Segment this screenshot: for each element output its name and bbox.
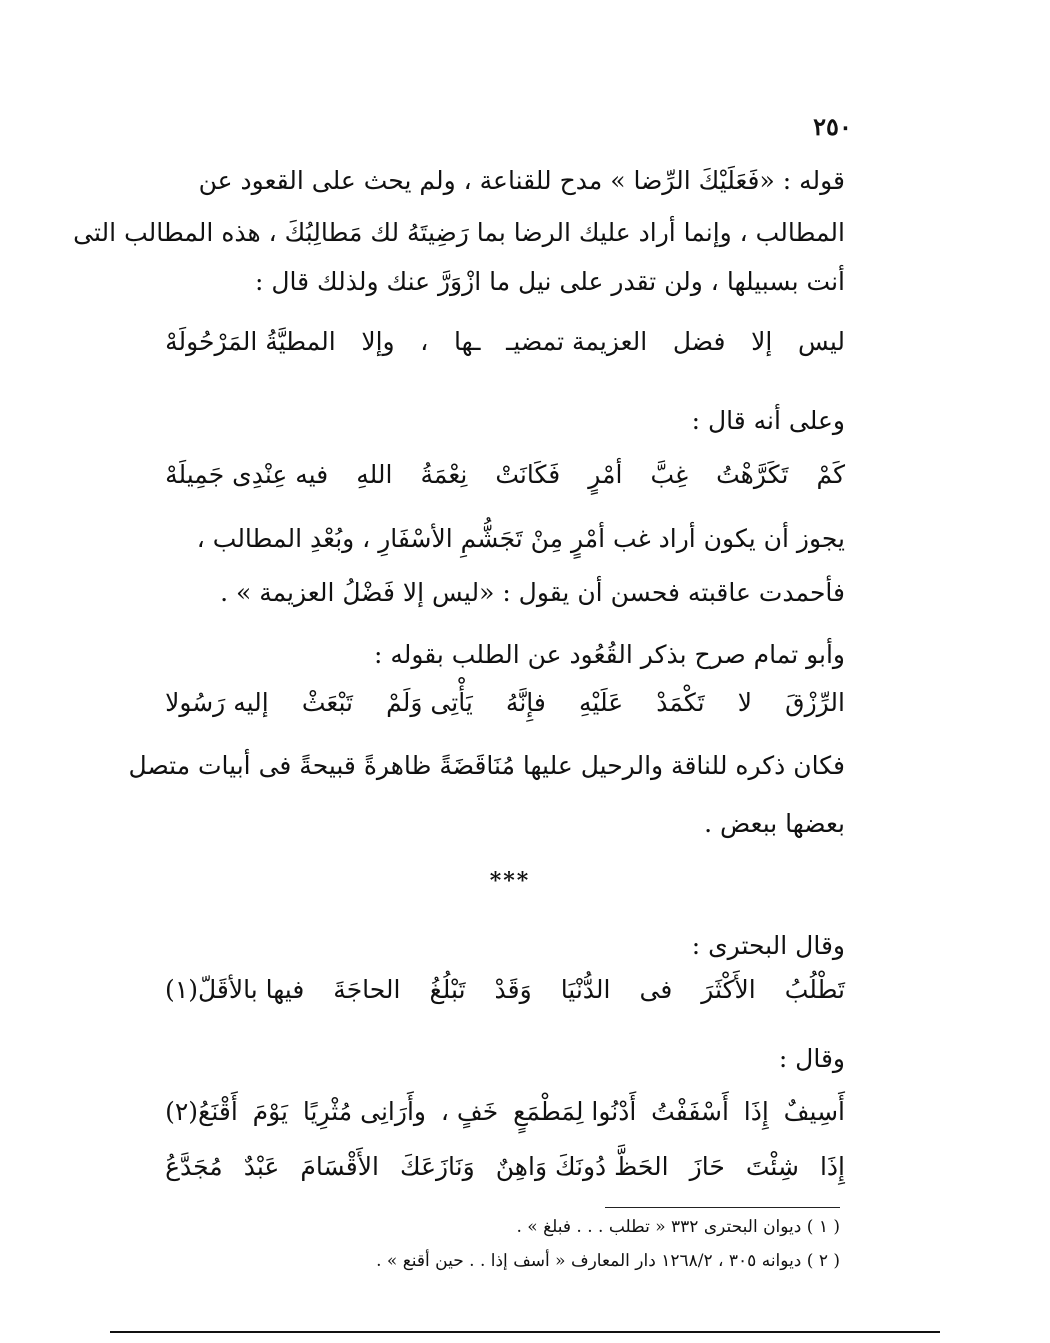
verse6 xyxy=(165,1147,845,1187)
verse4-w2: الأَكْثَرَ xyxy=(701,975,756,1004)
verse4-w6: تَبْلُغُ xyxy=(429,975,466,1004)
verse4-w8: فيها بالأقَلّ(١) xyxy=(165,975,305,1004)
verse6-w7: عَبْدٌ xyxy=(243,1152,280,1181)
intro5: وقال : xyxy=(778,1044,845,1073)
verse2 xyxy=(165,455,845,495)
para3-line2: بعضها ببعض . xyxy=(704,809,845,838)
verse6-w1: إِذَا xyxy=(819,1152,845,1181)
verse4-w4: الدُّنْيَا xyxy=(560,975,611,1004)
verse6-w4: الحَظَّ دُونَكَ وَاهِنٌ xyxy=(495,1152,669,1181)
verse5-w7: يَوْمَ xyxy=(252,1097,289,1126)
para1-line3: أنت بسبيلها ، ولن تقدر على نيل ما ازْوَرَّ عنك ولذلك قال : xyxy=(255,267,845,296)
intro2: وعلى أنه قال : xyxy=(691,406,845,435)
verse4-w1: تَطْلُبُ xyxy=(784,975,845,1004)
para2-line1: يجوز أن يكون أراد غب أمْرٍ مِنْ تَجَشُّمِ الأسْفَارِ ، وبُعْدِ المطالب ، xyxy=(196,524,845,553)
verse4-w7: الحاجَةَ xyxy=(333,975,401,1004)
verse6-w2: شِئْتَ xyxy=(745,1152,799,1181)
verse2-w2: تَكَرَّهْتُ xyxy=(716,460,789,489)
verse5-w4: أَدْنُوا لِمَطْمَعٍ xyxy=(513,1097,637,1126)
verse5-w2: إِذَا xyxy=(743,1097,769,1126)
verse2-w1: كَمْ xyxy=(816,460,845,489)
para2-line2: فأحمدت عاقبته فحسن أن يقول : «ليس إلا فَضْلُ العزيمة » . xyxy=(220,578,845,607)
verse3-w3: تَكْمَدْ xyxy=(656,688,705,717)
para1-line2: المطالب ، وإنما أراد عليك الرضا بما رَضِيتَهُ لك مَطالِبُكَ ، هذه المطالب التى xyxy=(73,218,845,247)
verse1-w6: ، xyxy=(420,327,429,356)
verse6-w6: الأَقْسَامَ xyxy=(300,1152,379,1181)
section-separator: *** xyxy=(489,868,531,894)
verse3-w4: عَلَيْهِ xyxy=(579,688,624,717)
verse1-w8: المطيَّةُ المَرْحُولَهْ xyxy=(165,327,336,356)
verse6-w8: مُجَدَّعُ xyxy=(165,1152,223,1181)
verse3-w2: لا xyxy=(737,688,753,717)
verse1-w2: إلا xyxy=(751,327,773,356)
verse5 xyxy=(165,1092,845,1132)
para3-line1: فكان ذكره للناقة والرحيل عليها مُنَاقَضَةً ظاهرةً قبيحةً فى أبيات متصل xyxy=(128,751,845,780)
verse4-w5: وَقَدْ xyxy=(494,975,532,1004)
verse6-w3: حَازَ xyxy=(689,1152,725,1181)
page-bottom-rule xyxy=(110,1331,940,1333)
verse3-w1: الرِّزْقَ xyxy=(785,688,845,717)
verse5-w5: خَفٍ ، xyxy=(440,1097,499,1126)
verse5-w6: وأَرَانِى مُثْرِيًا xyxy=(302,1097,426,1126)
verse3-w8: إليه رَسُولا xyxy=(165,688,269,717)
verse1-w4: العزيمة تمضيـ xyxy=(506,327,648,356)
verse5-w3: أَسْفَفْتُ xyxy=(651,1097,729,1126)
verse1-w1: ليس xyxy=(797,327,845,356)
verse3-w7: تَبْعَثْ xyxy=(301,688,353,717)
verse3-w5: فإِنَّهُ xyxy=(505,688,546,717)
footnote-1: ( ١ ) ديوان البحترى ٣٣٢ « تطلب . . . فبلغ » . xyxy=(516,1217,840,1237)
verse4 xyxy=(165,970,845,1010)
verse5-w8: أَقْنَعُ(٢) xyxy=(165,1097,238,1126)
verse3 xyxy=(165,683,845,723)
verse1 xyxy=(165,322,845,362)
verse1-w3: فضل xyxy=(672,327,726,356)
verse2-w6: نِعْمَةُ xyxy=(420,460,468,489)
intro4: وقال البحترى : xyxy=(691,931,845,960)
verse2-w3: غِبَّ xyxy=(650,460,689,489)
footnote-2: ( ٢ ) ديوانه ٣٠٥ ، ١٢٦٨/٢ دار المعارف « أسف إذا . . حين أقنع » . xyxy=(376,1251,840,1271)
verse1-w5: ـها xyxy=(453,327,481,356)
verse6-w5: وَنَازَعَكَ xyxy=(400,1152,475,1181)
verse2-w7: اللهِ xyxy=(356,460,393,489)
para1-line1: قوله : «فَعَلَيْكَ الرِّضا » مدح للقناعة ، ولم يحث على القعود عن xyxy=(198,166,845,195)
verse1-w7: وإلا xyxy=(361,327,395,356)
verse2-w8: فيه عِنْدِى جَمِيلَهْ xyxy=(165,460,329,489)
footnote-rule xyxy=(605,1207,840,1208)
verse2-w4: أمْرٍ xyxy=(588,460,623,489)
verse4-w3: فى xyxy=(639,975,673,1004)
verse5-w1: أَسِيفٌ xyxy=(783,1097,845,1126)
verse2-w5: فَكَانَتْ xyxy=(495,460,561,489)
intro3: وأبو تمام صرح بذكر القُعُود عن الطلب بقوله : xyxy=(373,640,845,669)
page-number: ٢٥٠ xyxy=(813,112,852,141)
verse3-w6: يَأْتِى وَلَمْ xyxy=(386,688,473,717)
